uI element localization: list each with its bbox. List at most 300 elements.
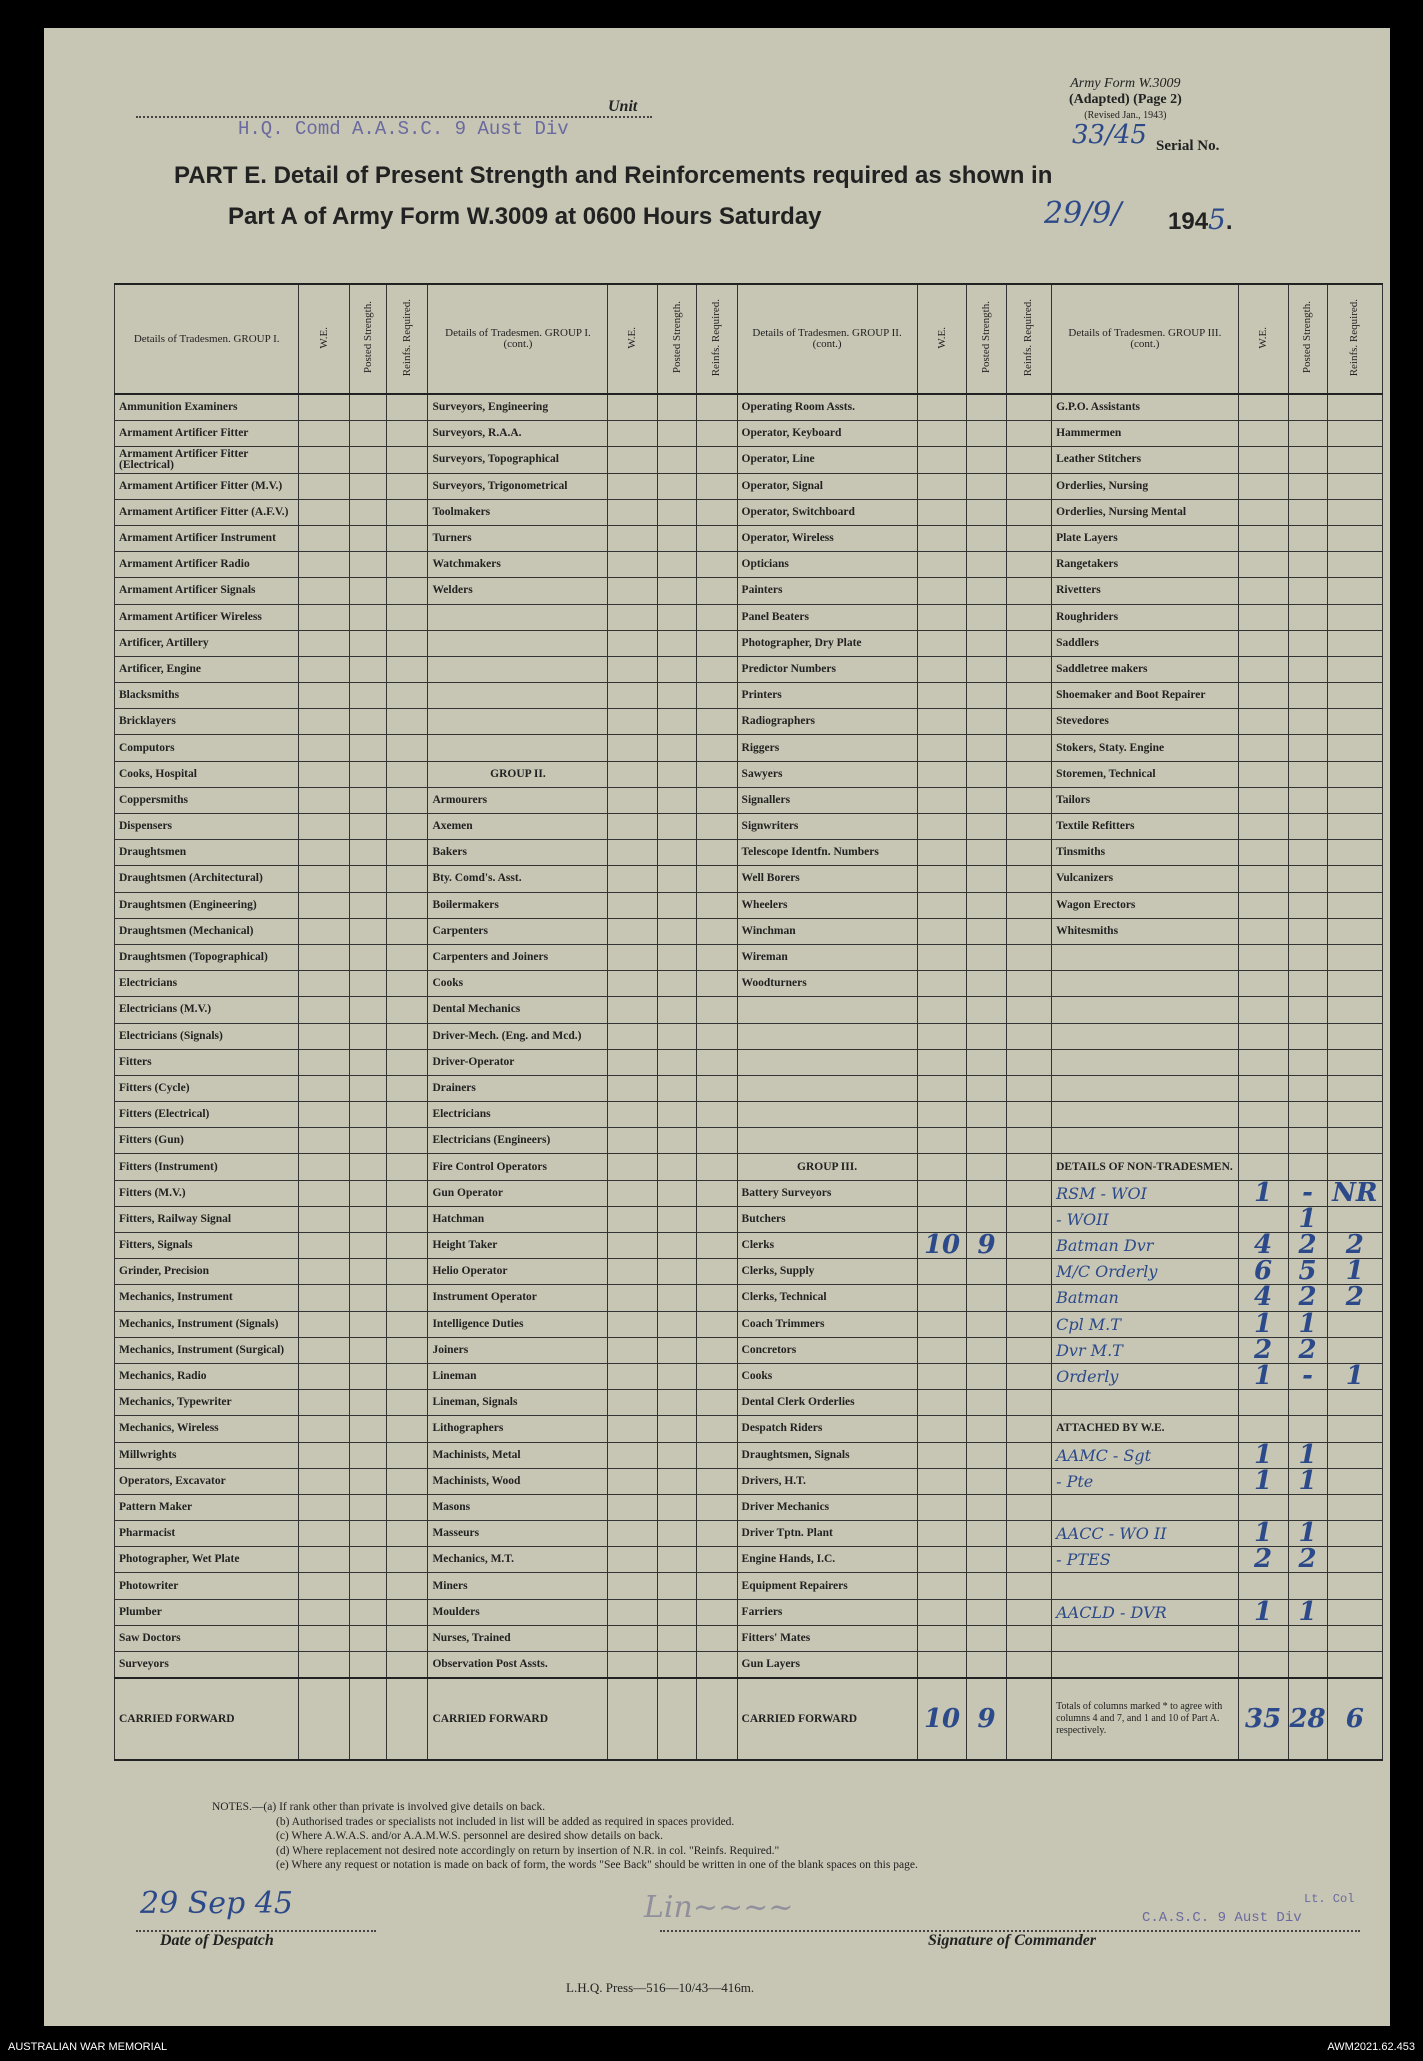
cell-posted [967, 1102, 1006, 1128]
trade-label-group2-cont: Well Borers [737, 866, 917, 892]
trade-label-group3-cont: Saddletree makers [1052, 656, 1239, 682]
cell-reinfs [387, 1521, 428, 1547]
cell-we [917, 656, 967, 682]
cell-we [917, 840, 967, 866]
cell-reinfs: 2 [1327, 1233, 1382, 1259]
table-row [115, 1259, 1383, 1285]
trade-label-group3-cont: Orderlies, Nursing Mental [1052, 499, 1239, 525]
trade-label-group2-cont: Engine Hands, I.C. [737, 1547, 917, 1573]
cell-reinfs [387, 499, 428, 525]
cell-we [1238, 866, 1288, 892]
cell-posted [1288, 866, 1327, 892]
cell-reinfs [1327, 892, 1382, 918]
cell-reinfs [1006, 604, 1052, 630]
trade-label-group1-cont: Carpenters and Joiners [428, 944, 608, 970]
header-group1: Details of Tradesmen. GROUP I. [115, 284, 299, 394]
trade-label-group2-cont: Photographer, Dry Plate [737, 630, 917, 656]
cell-posted [967, 1363, 1006, 1389]
trade-label-group3-cont: M/C Orderly [1052, 1259, 1239, 1285]
header-reinfs: Reinfs. Required. [1327, 284, 1382, 394]
trade-label-group2-cont: Battery Surveyors [737, 1180, 917, 1206]
trade-label-group1: Armament Artificer Wireless [115, 604, 299, 630]
cell-we [299, 1521, 350, 1547]
cell-posted [350, 1075, 387, 1101]
cell-reinfs [697, 1311, 737, 1337]
trade-label-group1: Mechanics, Typewriter [115, 1390, 299, 1416]
cell-reinfs [387, 1023, 428, 1049]
cell-reinfs [1327, 1049, 1382, 1075]
cell-posted [1288, 1390, 1327, 1416]
cell-posted [967, 1573, 1006, 1599]
cell-reinfs [697, 525, 737, 551]
cell-posted [658, 683, 697, 709]
notes-block [212, 1800, 918, 1873]
cell-we [299, 1652, 350, 1679]
cell-we [608, 1416, 658, 1442]
cell-posted [1288, 604, 1327, 630]
trade-label-group3-cont [1052, 944, 1239, 970]
cell-reinfs [697, 552, 737, 578]
cell-posted [967, 1390, 1006, 1416]
cell-reinfs [1006, 1311, 1052, 1337]
cell-we [608, 1652, 658, 1679]
cell-posted [658, 1547, 697, 1573]
cell-reinfs [697, 1023, 737, 1049]
cell-we [608, 1390, 658, 1416]
trade-label-group1: Saw Doctors [115, 1625, 299, 1651]
trade-label-group1: Fitters (Instrument) [115, 1154, 299, 1180]
trade-label-group3-cont: AACC - WO II [1052, 1521, 1239, 1547]
trade-label-group1: Armament Artificer Fitter (Electrical) [115, 447, 299, 473]
cell-posted [658, 1206, 697, 1232]
cell-posted [967, 1206, 1006, 1232]
cell-reinfs [1006, 630, 1052, 656]
cell-posted [350, 630, 387, 656]
cell-we [1238, 971, 1288, 997]
note-line: NOTES.—(a) If rank other than private is involved give details on back. [212, 1801, 546, 1813]
cell-reinfs [1006, 1494, 1052, 1520]
cell-posted [350, 787, 387, 813]
cell-reinfs: 2 [1327, 1285, 1382, 1311]
trade-label-group3-cont: Cpl M.T [1052, 1311, 1239, 1337]
trade-label-group1: Mechanics, Instrument (Signals) [115, 1311, 299, 1337]
cell-we [917, 1285, 967, 1311]
cell-reinfs [1006, 1128, 1052, 1154]
cell-posted [350, 1233, 387, 1259]
header-posted: Posted Strength. [967, 284, 1006, 394]
cell-we [608, 918, 658, 944]
trade-label-group1-cont [428, 604, 608, 630]
cell-we [608, 787, 658, 813]
cell-posted [1288, 787, 1327, 813]
cell-reinfs [1327, 761, 1382, 787]
trade-label-group2-cont: Despatch Riders [737, 1416, 917, 1442]
cell-posted [658, 656, 697, 682]
cell-we [917, 1180, 967, 1206]
cell-reinfs [697, 1285, 737, 1311]
cell-posted [350, 814, 387, 840]
trade-label-group1: Plumber [115, 1599, 299, 1625]
cell-posted [967, 1311, 1006, 1337]
cell-posted [967, 656, 1006, 682]
trade-label-group2-cont: Gun Layers [737, 1652, 917, 1679]
cell-we [299, 1573, 350, 1599]
cell-posted [967, 814, 1006, 840]
cell-we [917, 1023, 967, 1049]
cell-posted [967, 1416, 1006, 1442]
trade-label-group3-cont: AAMC - Sgt [1052, 1442, 1239, 1468]
cell-we: 1 [1238, 1599, 1288, 1625]
trade-label-group1: Draughtsmen [115, 840, 299, 866]
cell-reinfs [1327, 656, 1382, 682]
cell-we [608, 709, 658, 735]
cell-we [299, 866, 350, 892]
trade-label-group1-cont: Driver-Operator [428, 1049, 608, 1075]
cell-posted [658, 525, 697, 551]
cell-reinfs [1327, 447, 1382, 473]
cell-we [917, 1311, 967, 1337]
cell-reinfs [697, 1233, 737, 1259]
table-row [115, 1416, 1383, 1442]
cell-reinfs [1327, 552, 1382, 578]
trade-label-group1: Armament Artificer Fitter (A.F.V.) [115, 499, 299, 525]
trade-label-group1-cont: Electricians (Engineers) [428, 1128, 608, 1154]
cell-we [299, 499, 350, 525]
cell-reinfs [1006, 421, 1052, 447]
trade-label-group2-cont: Signwriters [737, 814, 917, 840]
table-row [115, 1311, 1383, 1337]
cell-reinfs [387, 1285, 428, 1311]
trade-label-group2-cont: Painters [737, 578, 917, 604]
cell-reinfs [1006, 944, 1052, 970]
cell-reinfs [697, 1547, 737, 1573]
trade-label-group1: Electricians (Signals) [115, 1023, 299, 1049]
cell-reinfs [1327, 1573, 1382, 1599]
cell-reinfs [387, 1337, 428, 1363]
cell-reinfs [1327, 683, 1382, 709]
cell-reinfs [697, 1128, 737, 1154]
cell-we [299, 1259, 350, 1285]
cell-posted [1288, 1416, 1327, 1442]
cell-posted [967, 1625, 1006, 1651]
cell-we [608, 1442, 658, 1468]
cell-we [608, 1468, 658, 1494]
cell-reinfs [387, 1599, 428, 1625]
trade-label-group1: Mechanics, Instrument [115, 1285, 299, 1311]
trade-label-group1: Electricians (M.V.) [115, 997, 299, 1023]
cell-reinfs [697, 1390, 737, 1416]
cell-posted [1288, 473, 1327, 499]
trade-label-group1: Armament Artificer Signals [115, 578, 299, 604]
cell-posted [1288, 1652, 1327, 1679]
trade-label-group1-cont: Machinists, Wood [428, 1468, 608, 1494]
cell-reinfs [1006, 499, 1052, 525]
cell-reinfs [697, 421, 737, 447]
cell-we [608, 814, 658, 840]
cell-posted: 2 [1288, 1233, 1327, 1259]
cell-posted [967, 918, 1006, 944]
cell-we [299, 735, 350, 761]
cell-we [917, 1442, 967, 1468]
cell-reinfs [697, 997, 737, 1023]
cell-posted [658, 394, 697, 421]
trade-label-group1-cont [428, 683, 608, 709]
trade-label-group1: Fitters [115, 1049, 299, 1075]
cell-we [917, 918, 967, 944]
header-reinfs: Reinfs. Required. [1006, 284, 1052, 394]
cell-posted [1288, 971, 1327, 997]
cell-we [608, 1337, 658, 1363]
trade-label-group3-cont: Shoemaker and Boot Repairer [1052, 683, 1239, 709]
cell-reinfs [1327, 918, 1382, 944]
trade-label-group1: Fitters (Cycle) [115, 1075, 299, 1101]
cell-reinfs [1327, 525, 1382, 551]
cell-we: 4 [1238, 1233, 1288, 1259]
cell-reinfs [1327, 1599, 1382, 1625]
cell-we [917, 709, 967, 735]
cell-we: 2 [1238, 1547, 1288, 1573]
cell-posted: 1 [1288, 1311, 1327, 1337]
cell-posted [350, 944, 387, 970]
trade-label-group1: Artificer, Engine [115, 656, 299, 682]
cell-reinfs [387, 552, 428, 578]
cell-we: 1 [1238, 1180, 1288, 1206]
cell-posted: 2 [1288, 1285, 1327, 1311]
cell-posted [350, 761, 387, 787]
cell-we [299, 1311, 350, 1337]
trade-label-group2-cont: Operator, Wireless [737, 525, 917, 551]
table-body [115, 394, 1383, 1678]
trade-label-group2-cont: Butchers [737, 1206, 917, 1232]
cell-we [299, 394, 350, 421]
cell-posted [1288, 1625, 1327, 1651]
trade-label-group3-cont: Leather Stitchers [1052, 447, 1239, 473]
trade-label-group1-cont: Machinists, Metal [428, 1442, 608, 1468]
cell-posted [967, 552, 1006, 578]
cell-we: 10 [917, 1233, 967, 1259]
trade-label-group1-cont: Surveyors, Topographical [428, 447, 608, 473]
table-row [115, 578, 1383, 604]
cell-reinfs [697, 447, 737, 473]
cell-we [1238, 656, 1288, 682]
trade-label-group1-cont: Lineman, Signals [428, 1390, 608, 1416]
cell-reinfs [1006, 1547, 1052, 1573]
cell-posted [967, 421, 1006, 447]
cell-posted [967, 1075, 1006, 1101]
cell-reinfs [697, 866, 737, 892]
trade-label-group3-cont: - PTES [1052, 1547, 1239, 1573]
trade-label-group1-cont: Dental Mechanics [428, 997, 608, 1023]
trade-label-group2-cont: Clerks, Technical [737, 1285, 917, 1311]
trade-label-group1-cont: Boilermakers [428, 892, 608, 918]
cell-posted [350, 1416, 387, 1442]
cell-posted: 2 [1288, 1547, 1327, 1573]
trade-label-group2-cont: Telescope Identfn. Numbers [737, 840, 917, 866]
cell-reinfs [387, 761, 428, 787]
cell-posted [658, 552, 697, 578]
cell-posted [350, 1547, 387, 1573]
cell-we [299, 1468, 350, 1494]
cell-we [299, 761, 350, 787]
trade-label-group3-cont [1052, 1390, 1239, 1416]
cell-reinfs [387, 1233, 428, 1259]
header-we: W.E. [299, 284, 350, 394]
cell-reinfs [697, 918, 737, 944]
trade-label-group2-cont: Signallers [737, 787, 917, 813]
cell-reinfs [697, 1180, 737, 1206]
table-row [115, 525, 1383, 551]
trade-label-group1-cont: Height Taker [428, 1233, 608, 1259]
cell-posted [967, 1652, 1006, 1679]
cell-reinfs [1006, 525, 1052, 551]
cell-posted [967, 997, 1006, 1023]
header-we: W.E. [1238, 284, 1288, 394]
cell-reinfs [1006, 1259, 1052, 1285]
table-row [115, 1337, 1383, 1363]
cell-we: 1 [1238, 1521, 1288, 1547]
cell-posted [1288, 552, 1327, 578]
trade-label-group3-cont [1052, 1102, 1239, 1128]
cell-posted [658, 761, 697, 787]
cell-we [917, 1652, 967, 1679]
cf-cell [658, 1678, 697, 1760]
title-line2: Part A of Army Form W.3009 at 0600 Hours Saturday [228, 203, 822, 230]
cell-we [299, 918, 350, 944]
trade-label-group1-cont: Electricians [428, 1102, 608, 1128]
cell-posted [350, 1102, 387, 1128]
trade-label-group1: Draughtsmen (Engineering) [115, 892, 299, 918]
cell-posted [967, 630, 1006, 656]
cell-we: 2 [1238, 1337, 1288, 1363]
trade-label-group3-cont: Stevedores [1052, 709, 1239, 735]
cell-posted [967, 761, 1006, 787]
trade-label-group1-cont: Mechanics, M.T. [428, 1547, 608, 1573]
commander-signature: Lin~~~~ [644, 1890, 794, 1925]
trade-label-group1: Bricklayers [115, 709, 299, 735]
table-row [115, 1547, 1383, 1573]
cell-posted [350, 552, 387, 578]
trade-label-group1: Draughtsmen (Mechanical) [115, 918, 299, 944]
trade-label-group1: Operators, Excavator [115, 1468, 299, 1494]
cell-reinfs [1006, 1390, 1052, 1416]
trade-label-group2-cont [737, 1128, 917, 1154]
cell-posted [658, 1180, 697, 1206]
trade-label-group2-cont: Panel Beaters [737, 604, 917, 630]
cell-posted [350, 709, 387, 735]
trade-label-group2-cont: Wireman [737, 944, 917, 970]
cell-we [608, 1049, 658, 1075]
cell-reinfs [1006, 971, 1052, 997]
cell-posted [658, 630, 697, 656]
cell-reinfs [1006, 394, 1052, 421]
cell-reinfs [697, 840, 737, 866]
cell-posted [1288, 1573, 1327, 1599]
table-row [115, 394, 1383, 421]
trade-label-group1: Artificer, Artillery [115, 630, 299, 656]
cell-we [608, 866, 658, 892]
cell-posted: 2 [1288, 1337, 1327, 1363]
cell-reinfs [697, 1468, 737, 1494]
cell-posted [350, 735, 387, 761]
table-row [115, 1023, 1383, 1049]
cf-cell [1006, 1678, 1052, 1760]
cell-posted [658, 1102, 697, 1128]
trade-label-group2-cont: Clerks, Supply [737, 1259, 917, 1285]
cell-we [299, 630, 350, 656]
cell-we [608, 1285, 658, 1311]
signature-rank: Lt. Col [1304, 1892, 1355, 1906]
trade-label-group1-cont: Welders [428, 578, 608, 604]
cell-we [1238, 944, 1288, 970]
trade-label-group2-cont: Dental Clerk Orderlies [737, 1390, 917, 1416]
cell-we [1238, 447, 1288, 473]
cell-reinfs [1327, 1494, 1382, 1520]
cf-cell [608, 1678, 658, 1760]
trade-label-group1: Armament Artificer Fitter (M.V.) [115, 473, 299, 499]
cell-posted [967, 1468, 1006, 1494]
cell-we: 1 [1238, 1363, 1288, 1389]
cell-we [299, 1285, 350, 1311]
trade-label-group3-cont: Orderlies, Nursing [1052, 473, 1239, 499]
cell-we [1238, 761, 1288, 787]
trade-label-group1-cont: Driver-Mech. (Eng. and Mcd.) [428, 1023, 608, 1049]
cell-reinfs [1006, 1468, 1052, 1494]
cell-posted [350, 1180, 387, 1206]
cell-reinfs [387, 578, 428, 604]
cell-posted [658, 840, 697, 866]
cell-posted: 1 [1288, 1442, 1327, 1468]
trade-label-group1-cont: Hatchman [428, 1206, 608, 1232]
cell-we [1238, 578, 1288, 604]
trade-label-group3-cont [1052, 1494, 1239, 1520]
trade-label-group3-cont [1052, 1652, 1239, 1679]
trade-label-group1-cont: Armourers [428, 787, 608, 813]
header-group2-cont: Details of Tradesmen. GROUP II. (cont.) [737, 284, 917, 394]
cell-posted [658, 709, 697, 735]
cell-we [608, 1233, 658, 1259]
cell-we [299, 1599, 350, 1625]
cell-posted [1288, 1494, 1327, 1520]
cell-posted: 1 [1288, 1599, 1327, 1625]
cell-reinfs [697, 1416, 737, 1442]
trade-label-group3-cont: - Pte [1052, 1468, 1239, 1494]
cell-we [1238, 421, 1288, 447]
cell-posted [658, 1285, 697, 1311]
cell-we [917, 814, 967, 840]
trade-label-group2-cont: Predictor Numbers [737, 656, 917, 682]
trade-label-group2-cont: GROUP III. [737, 1154, 917, 1180]
cell-reinfs [697, 735, 737, 761]
trade-label-group2-cont: Wheelers [737, 892, 917, 918]
cell-we [299, 1049, 350, 1075]
cell-reinfs [387, 735, 428, 761]
cell-we [917, 1573, 967, 1599]
trade-label-group2-cont: Driver Mechanics [737, 1494, 917, 1520]
trade-label-group1-cont: Surveyors, Trigonometrical [428, 473, 608, 499]
cell-we [917, 1128, 967, 1154]
cell-reinfs [387, 1573, 428, 1599]
cell-we [1238, 814, 1288, 840]
total-reinfs: 6 [1327, 1678, 1382, 1760]
cell-we [1238, 918, 1288, 944]
cell-reinfs [387, 683, 428, 709]
carried-forward-label: CARRIED FORWARD [115, 1678, 299, 1760]
table-row [115, 892, 1383, 918]
trade-label-group1: Mechanics, Instrument (Surgical) [115, 1337, 299, 1363]
trade-label-group3-cont: Textile Refitters [1052, 814, 1239, 840]
cell-posted [350, 918, 387, 944]
signature-label: Signature of Commander [928, 1932, 1097, 1949]
